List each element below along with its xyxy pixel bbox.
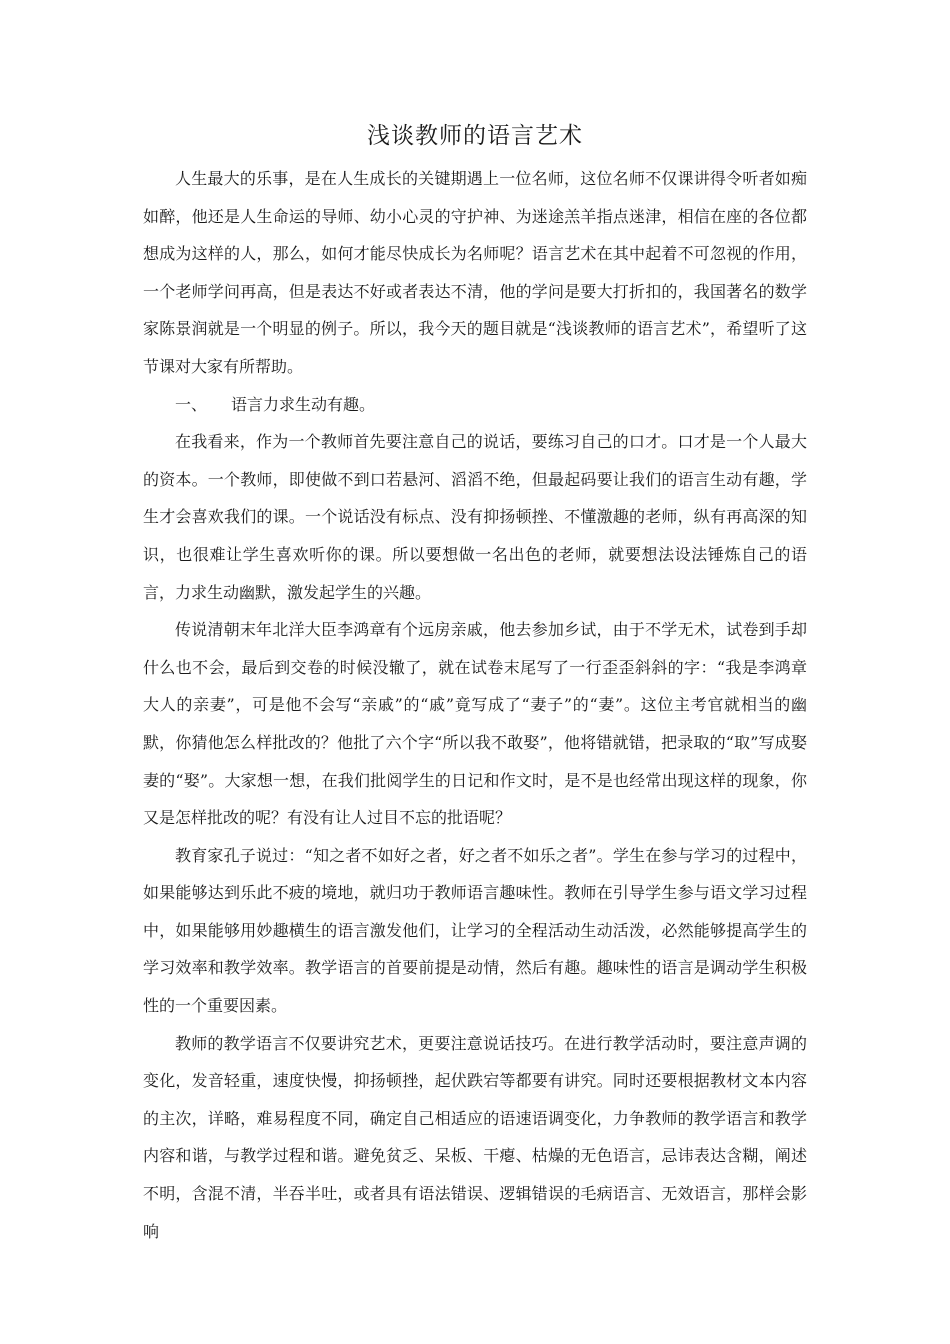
paragraph-anecdote: 传说清朝末年北洋大臣李鸿章有个远房亲戚，他去参加乡试，由于不学无术，试卷到手却什么也不会，最后到交卷的时候没辙了，就在试卷末尾写了一行歪歪斜斜的字：“我是李鸿章大人的亲妻”，可是他不会写“亲戚”的“戚”竟写成了“妻子”的“妻”。这位主考官就相当的幽默，你猜他怎么样批改的？他批了六个字“所以我不敢娶”，他将错就错，把录取的“取”写成娶妻的“娶”。大家想一想，在我们批阅学生的日记和作文时，是不是也经常出现这样的现象，你又是怎样批改的呢？有没有让人过目不忘的批语呢？: [143, 620, 807, 828]
section-heading-text: 语言力求生动有趣。: [231, 394, 376, 414]
document-title: 浅谈教师的语言艺术: [367, 123, 583, 149]
section-heading-1: [143, 386, 807, 424]
document-body: [143, 160, 807, 1250]
section-number: 一、: [175, 394, 208, 414]
paragraph-technique: 教师的教学语言不仅要讲究艺术，更要注意说话技巧。在进行教学活动时，要注意声调的变化，发音轻重，速度快慢，抑扬顿挫，起伏跌宕等都要有讲究。同时还要根据教材文本内容的主次，详略，难易程度不同，确定自己相适应的语速语调变化，力争教师的教学语言和教学内容和谐，与教学过程和谐。避免贫乏、呆板、干瘪、枯燥的无色语言，忌讳表达含糊，阐述不明，含混不清，半吞半吐，或者具有语法错误、逻辑错误的毛病语言、无效语言，那样会影响: [143, 1033, 807, 1241]
paragraph-speaking: 在我看来，作为一个教师首先要注意自己的说话，要练习自己的口才。口才是一个人最大的资本。一个教师，即使做不到口若悬河、滔滔不绝，但最起码要让我们的语言生动有趣，学生才会喜欢我们的课。一个说话没有标点、没有抑扬顿挫、不懂激趣的老师，纵有再高深的知识，也很难让学生喜欢听你的课。所以要想做一名出色的老师，就要想法设法锤炼自己的语言，力求生动幽默，激发起学生的兴趣。: [143, 432, 807, 602]
paragraph-confucius: 教育家孔子说过：“知之者不如好之者，好之者不如乐之者”。学生在参与学习的过程中，如果能够达到乐此不疲的境地，就归功于教师语言趣味性。教师在引导学生参与语文学习过程中，如果能够用妙趣横生的语言激发他们，让学习的全程活动生动活泼，必然能够提高学生的学习效率和教学效率。教学语言的首要前提是动情，然后有趣。趣味性的语言是调动学生积极性的一个重要因素。: [143, 845, 807, 1016]
paragraph-intro: 人生最大的乐事，是在人生成长的关键期遇上一位名师，这位名师不仅课讲得令听者如痴如醉，他还是人生命运的导师、幼小心灵的守护神、为迷途羔羊指点迷津，相信在座的各位都想成为这样的人，那么，如何才能尽快成长为名师呢？语言艺术在其中起着不可忽视的作用，一个老师学问再高，但是表达不好或者表达不清，他的学问是要大打折扣的，我国著名的数学家陈景润就是一个明显的例子。所以，我今天的题目就是“浅谈教师的语言艺术”，希望听了这节课对大家有所帮助。: [143, 169, 807, 376]
